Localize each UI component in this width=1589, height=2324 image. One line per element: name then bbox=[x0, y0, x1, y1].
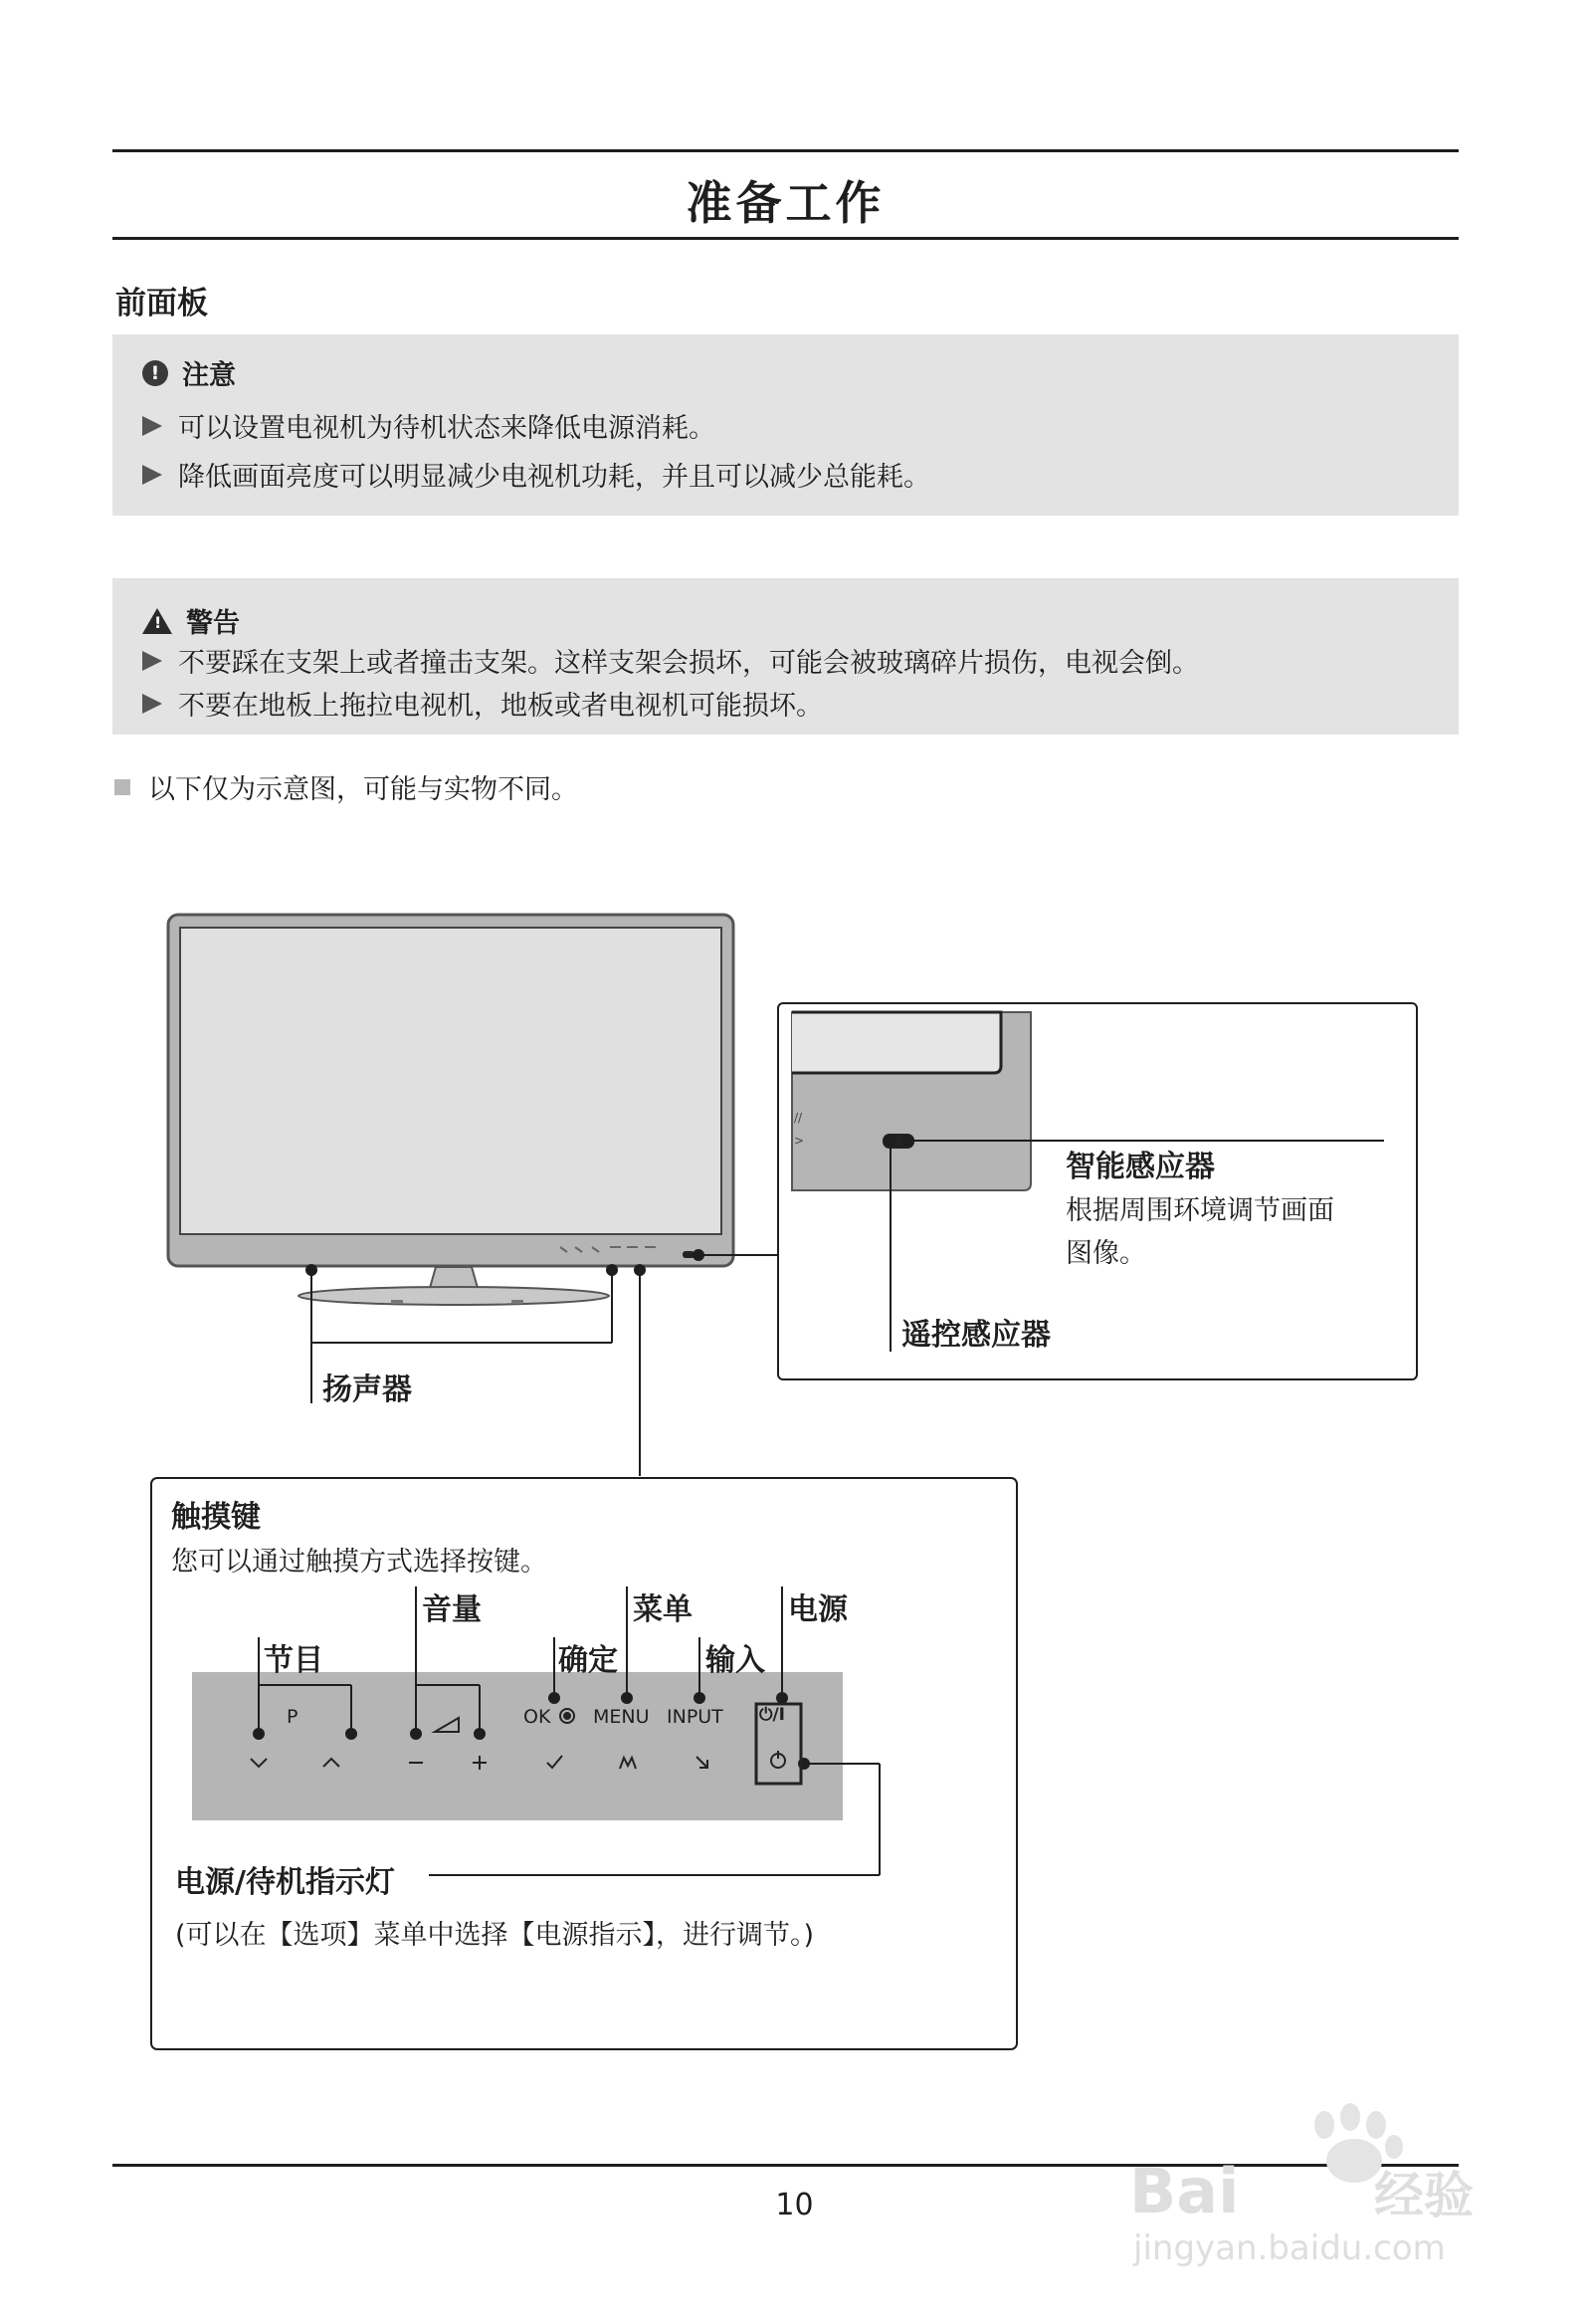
warning-heading: ! 警告 bbox=[142, 601, 240, 640]
power-indicator-desc: (可以在【选项】菜单中选择【电源指示】，进行调节。) bbox=[175, 1920, 815, 1951]
touch-keys-desc: 您可以通过触摸方式选择按键。 bbox=[171, 1547, 547, 1578]
watermark-brand: Bai bbox=[1129, 2155, 1240, 2227]
svg-text://: // bbox=[794, 1111, 803, 1125]
ok-key-label: OK bbox=[523, 1706, 551, 1728]
caution-item: 可以设置电视机为待机状态来降低电源消耗。 bbox=[142, 406, 715, 445]
remote-sensor-label: 遥控感应器 bbox=[901, 1318, 1051, 1353]
section-title: 前面板 bbox=[115, 286, 208, 321]
ok-label: 确定 bbox=[558, 1643, 618, 1678]
menu-label: 菜单 bbox=[633, 1592, 693, 1627]
warning-item: 不要踩在支架上或者撞击支架。这样支架会损坏，可能会被玻璃碎片损伤，电视会倒。 bbox=[142, 641, 1199, 680]
touch-keys-label: 触摸键 bbox=[171, 1500, 261, 1535]
page-title: 准备工作 bbox=[686, 176, 886, 230]
power-label: 电源 bbox=[788, 1592, 848, 1627]
power-key-label: ⏻/I bbox=[759, 1705, 785, 1725]
watermark-cn: 经验 bbox=[1374, 2167, 1474, 2224]
page-number: 10 bbox=[775, 2188, 814, 2222]
programme-label: 节目 bbox=[264, 1643, 323, 1678]
warning-item: 不要在地板上拖拉电视机，地板或者电视机可能损坏。 bbox=[142, 684, 823, 723]
tv-corner-closeup bbox=[792, 1012, 1031, 1190]
intelligent-sensor-label: 智能感应器 bbox=[1066, 1150, 1215, 1184]
input-key-label: INPUT bbox=[667, 1706, 723, 1728]
input-label: 输入 bbox=[705, 1643, 765, 1678]
power-indicator-label: 电源/待机指示灯 bbox=[175, 1865, 395, 1900]
tv-illustration bbox=[168, 915, 733, 1305]
watermark-url: jingyan.baidu.com bbox=[1133, 2228, 1446, 2268]
speakers-label: 扬声器 bbox=[322, 1373, 412, 1407]
touch-key-panel bbox=[192, 1672, 843, 1820]
svg-text:>: > bbox=[794, 1134, 805, 1148]
illustration-note: 以下仅为示意图，可能与实物不同。 bbox=[114, 767, 578, 806]
channel-key-label: P bbox=[287, 1706, 298, 1728]
menu-key-label: MENU bbox=[593, 1706, 650, 1728]
caution-heading: ! 注意 bbox=[142, 353, 236, 392]
volume-label: 音量 bbox=[422, 1592, 482, 1627]
intelligent-sensor-desc: 图像。 bbox=[1066, 1238, 1146, 1269]
intelligent-sensor-desc: 根据周围环境调节画面 bbox=[1066, 1195, 1334, 1226]
caution-item: 降低画面亮度可以明显减少电视机功耗，并且可以减少总能耗。 bbox=[142, 455, 930, 494]
exclamation-icon: ! bbox=[142, 360, 168, 386]
baidu-watermark bbox=[1119, 2095, 1497, 2274]
